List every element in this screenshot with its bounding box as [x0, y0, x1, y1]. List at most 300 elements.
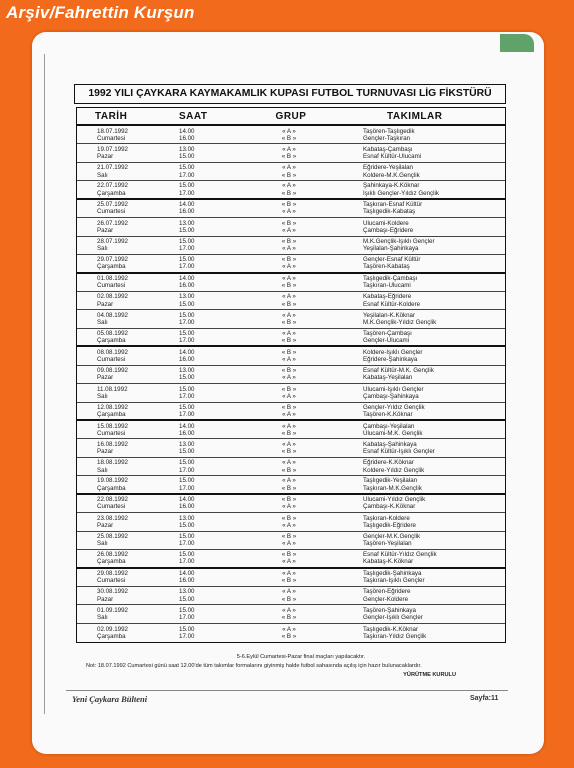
teams-cell-line: Çambaşı-Şahinkaya	[363, 392, 419, 400]
group-cell-line: « A »	[282, 558, 296, 566]
group-cell	[243, 329, 335, 345]
date-cell	[77, 587, 161, 604]
group-cell-line: « A »	[282, 293, 296, 301]
time-cell-line: 15.00	[179, 459, 195, 467]
date-cell	[77, 310, 161, 327]
date-cell-line: Salı	[97, 319, 108, 327]
group-cell-line: « A »	[282, 164, 296, 172]
time-cell-line: 15.00	[179, 300, 195, 308]
group-cell	[243, 366, 335, 383]
date-cell-line: Çarşamba	[97, 633, 126, 641]
time-cell	[161, 624, 243, 642]
date-cell-line: 28.07.1992	[97, 238, 128, 246]
teams-cell	[335, 329, 505, 345]
teams-cell-line: Taşören-Taşlıgedik	[363, 127, 415, 135]
time-cell-line: 16.00	[179, 355, 195, 363]
group-cell-line: « A »	[282, 127, 296, 135]
group-cell-line: « B »	[281, 633, 297, 641]
time-cell-line: 17.00	[179, 614, 195, 622]
teams-cell-line: Gençler-M.K.Gençlik	[363, 533, 421, 541]
time-cell-line: 15.00	[179, 403, 195, 411]
final-note: 5-6.Eylül Cumartesi-Pazar final maçları yapılacaktır.	[236, 654, 366, 660]
teams-cell	[335, 605, 505, 622]
teams-cell-line: Ulucami-Işıklı Gençler	[363, 385, 424, 393]
time-cell	[161, 532, 243, 549]
date-cell-line: Çarşamba	[97, 410, 126, 418]
date-cell	[77, 292, 161, 309]
teams-cell-line: M.K.Gençlik-Işıklı Gençler	[363, 238, 435, 246]
date-cell-line: 19.08.1992	[97, 477, 128, 485]
time-cell-line: 13.00	[179, 145, 195, 153]
teams-cell-line: Yeşilalan-K.Köknar	[363, 311, 416, 319]
time-cell-line: 13.00	[179, 367, 195, 375]
time-cell	[161, 200, 243, 217]
group-cell-line: « A »	[282, 625, 296, 633]
time-cell-line: 13.00	[179, 514, 195, 522]
date-cell	[77, 329, 161, 345]
bulletin-name: Yeni Çaykara Bülteni	[72, 694, 148, 704]
group-cell-line: « B »	[281, 189, 297, 197]
group-cell-line: « A »	[282, 540, 296, 548]
date-cell-line: 01.09.1992	[97, 606, 128, 614]
teams-cell-line: Yeşilalan-Şahinkaya	[363, 245, 419, 253]
date-cell-line: 02.09.1992	[97, 625, 128, 633]
date-cell	[77, 495, 161, 512]
group-cell-line: « B »	[281, 614, 297, 622]
group-cell	[243, 421, 335, 438]
date-cell-line: Salı	[97, 245, 108, 253]
teams-cell-line: Taşkıran-Koldere	[363, 514, 410, 522]
time-cell	[161, 144, 243, 161]
group-cell-line: « A »	[282, 275, 296, 283]
time-cell-line: 14.00	[179, 348, 195, 356]
group-cell-line: « A »	[282, 503, 296, 511]
time-cell-line: 17.00	[179, 263, 195, 271]
date-cell-line: Salı	[97, 171, 108, 179]
date-cell-line: 02.08.1992	[97, 293, 128, 301]
time-cell-line: 14.00	[179, 201, 195, 209]
teams-cell-line: Esnaf Kültür-Ulucami	[363, 153, 422, 161]
table-row	[77, 126, 505, 144]
time-cell	[161, 310, 243, 327]
time-cell-line: 15.00	[179, 153, 195, 161]
teams-cell-line: Kabataş-K.Köknar	[363, 558, 414, 566]
time-cell-line: 17.00	[179, 558, 195, 566]
table-row	[77, 605, 505, 623]
group-cell-line: « B »	[281, 337, 297, 345]
date-cell-line: Salı	[97, 540, 108, 548]
date-cell-line: Cumartesi	[97, 503, 126, 511]
time-cell-line: 17.00	[179, 484, 195, 492]
page-edge-decoration	[500, 34, 534, 52]
time-cell	[161, 513, 243, 530]
date-cell-line: Cumartesi	[97, 282, 126, 290]
group-cell-line: « B »	[281, 577, 297, 585]
date-cell-line: Cumartesi	[97, 577, 126, 585]
time-cell	[161, 421, 243, 438]
date-cell	[77, 476, 161, 492]
group-cell-line: « B »	[281, 403, 297, 411]
time-cell	[161, 329, 243, 345]
teams-cell-line: Gençler-Yıldız Gençlik	[363, 403, 425, 411]
teams-cell-line: Taşlıgedik-Yeşilalan	[363, 477, 418, 485]
time-cell	[161, 403, 243, 419]
teams-cell	[335, 237, 505, 254]
watermark-text: Arşiv/Fahrettin Kurşun	[6, 3, 195, 22]
date-cell	[77, 513, 161, 530]
group-cell-line: « B »	[281, 201, 297, 209]
time-cell-line: 13.00	[179, 588, 195, 596]
date-cell-line: 19.07.1992	[97, 145, 128, 153]
date-cell-line: Çarşamba	[97, 337, 126, 345]
teams-cell	[335, 144, 505, 161]
fixture-table	[76, 107, 506, 643]
date-cell	[77, 569, 161, 586]
group-cell-line: « B »	[281, 514, 297, 522]
group-cell-line: « B »	[281, 429, 297, 437]
teams-cell	[335, 439, 505, 456]
date-cell-line: 23.08.1992	[97, 514, 128, 522]
date-cell-line: Çarşamba	[97, 263, 126, 271]
date-cell-line: Cumartesi	[97, 355, 126, 363]
teams-cell-line: Taşören-Şahinkaya	[363, 606, 416, 614]
date-cell-line: 30.08.1992	[97, 588, 128, 596]
date-cell	[77, 255, 161, 271]
date-cell	[77, 458, 161, 475]
date-cell-line: Pazar	[97, 300, 114, 308]
time-cell-line: 15.00	[179, 551, 195, 559]
header-teams: TAKIMLAR	[387, 110, 443, 122]
teams-cell-line: Taşören-K.Köknar	[363, 410, 413, 418]
teams-cell-line: Taşlıgedik-K.Köknar	[363, 625, 419, 633]
time-cell	[161, 181, 243, 197]
group-cell-line: « A »	[282, 226, 296, 234]
date-cell	[77, 366, 161, 383]
teams-cell	[335, 181, 505, 197]
date-cell	[77, 218, 161, 235]
group-cell	[243, 513, 335, 530]
group-cell-line: « B »	[281, 551, 297, 559]
time-cell	[161, 292, 243, 309]
teams-cell	[335, 274, 505, 291]
date-cell-line: 21.07.1992	[97, 164, 128, 172]
time-cell	[161, 274, 243, 291]
time-cell-line: 17.00	[179, 633, 195, 641]
time-cell-line: 15.00	[179, 385, 195, 393]
time-cell-line: 17.00	[179, 189, 195, 197]
date-cell-line: 22.07.1992	[97, 182, 128, 190]
table-row	[77, 569, 505, 587]
teams-cell-line: Ulucami-Yıldız Gençlik	[363, 496, 426, 504]
teams-cell-line: Gençler-Ulucami	[363, 337, 410, 345]
table-row	[77, 495, 505, 513]
group-cell-line: « A »	[282, 459, 296, 467]
time-cell	[161, 366, 243, 383]
table-row	[77, 439, 505, 457]
group-cell	[243, 476, 335, 492]
date-cell-line: 18.08.1992	[97, 459, 128, 467]
group-cell	[243, 403, 335, 419]
group-cell-line: « B »	[281, 533, 297, 541]
date-cell-line: 09.08.1992	[97, 367, 128, 375]
date-cell	[77, 163, 161, 180]
time-cell-line: 15.00	[179, 311, 195, 319]
date-cell-line: Pazar	[97, 153, 114, 161]
group-cell-line: « B »	[281, 367, 297, 375]
date-cell-line: Pazar	[97, 374, 114, 382]
table-row	[77, 163, 505, 181]
date-cell-line: Pazar	[97, 595, 114, 603]
time-cell	[161, 439, 243, 456]
teams-cell-line: Çambaşı-Eğridere	[363, 226, 414, 234]
time-cell	[161, 550, 243, 566]
teams-cell-line: Gençler-Koldere	[363, 595, 409, 603]
header-time: SAAT	[179, 110, 208, 122]
date-cell	[77, 237, 161, 254]
table-row	[77, 384, 505, 402]
table-row	[77, 181, 505, 199]
teams-cell-line: Taşören-Çambaşı	[363, 329, 412, 337]
table-body	[77, 126, 505, 642]
time-cell-line: 14.00	[179, 422, 195, 430]
table-row	[77, 200, 505, 218]
time-cell-line: 13.00	[179, 440, 195, 448]
group-cell-line: « A »	[282, 588, 296, 596]
date-cell-line: Salı	[97, 392, 108, 400]
date-cell-line: 11.08.1992	[97, 385, 128, 393]
time-cell-line: 15.00	[179, 238, 195, 246]
teams-cell-line: Eğridere-K.Köknar	[363, 459, 414, 467]
binding-line	[44, 54, 45, 714]
table-row	[77, 532, 505, 550]
teams-cell-line: Kabataş-Çambaşı	[363, 145, 413, 153]
time-cell-line: 17.00	[179, 171, 195, 179]
teams-cell	[335, 550, 505, 566]
date-cell-line: 16.08.1992	[97, 440, 128, 448]
date-cell-line: Cumartesi	[97, 134, 126, 142]
committee-signature: YÜRÜTME KURULU	[403, 672, 456, 678]
teams-cell-line: Koldere-M.K.Gençlik	[363, 171, 420, 179]
teams-cell	[335, 403, 505, 419]
table-row	[77, 476, 505, 494]
table-row	[77, 310, 505, 328]
group-cell-line: « B »	[281, 484, 297, 492]
time-cell-line: 17.00	[179, 540, 195, 548]
date-cell	[77, 384, 161, 401]
teams-cell-line: Taşkıran-Yıldız Gençlik	[363, 633, 427, 641]
teams-cell-line: Gençler-Işıklı Gençler	[363, 614, 423, 622]
date-cell-line: Cumartesi	[97, 208, 126, 216]
time-cell-line: 13.00	[179, 293, 195, 301]
date-cell	[77, 403, 161, 419]
date-cell-line: 29.08.1992	[97, 570, 128, 578]
date-cell	[77, 144, 161, 161]
date-cell-line: Pazar	[97, 521, 114, 529]
date-cell-line: 18.07.1992	[97, 127, 128, 135]
teams-cell	[335, 458, 505, 475]
teams-cell-line: M.K.Gençlik-Yıldız Gençlik	[363, 319, 437, 327]
time-cell-line: 16.00	[179, 282, 195, 290]
table-row	[77, 366, 505, 384]
date-cell-line: Salı	[97, 614, 108, 622]
group-cell	[243, 163, 335, 180]
table-row	[77, 329, 505, 347]
group-cell	[243, 292, 335, 309]
date-cell	[77, 200, 161, 217]
time-cell-line: 15.00	[179, 329, 195, 337]
teams-cell	[335, 163, 505, 180]
group-cell	[243, 569, 335, 586]
table-row	[77, 513, 505, 531]
time-cell-line: 14.00	[179, 496, 195, 504]
teams-cell-line: Taşlıgedik-Şahinkaya	[363, 570, 422, 578]
teams-cell-line: Taşören-Eğridere	[363, 588, 411, 596]
group-cell-line: « B »	[281, 282, 297, 290]
date-cell	[77, 347, 161, 364]
date-cell-line: 25.08.1992	[97, 533, 128, 541]
group-cell-line: « B »	[281, 348, 297, 356]
group-cell	[243, 126, 335, 143]
footer-divider	[66, 690, 508, 691]
teams-cell-line: Kabataş-Eğridere	[363, 293, 412, 301]
teams-cell-line: Taşören-Yeşilalan	[363, 540, 412, 548]
table-row	[77, 403, 505, 421]
time-cell	[161, 126, 243, 143]
group-cell	[243, 310, 335, 327]
teams-cell	[335, 292, 505, 309]
group-cell-line: « A »	[282, 606, 296, 614]
group-cell-line: « A »	[282, 410, 296, 418]
group-cell	[243, 439, 335, 456]
date-cell-line: Cumartesi	[97, 429, 126, 437]
teams-cell-line: Taşlıgedik-Çambaşı	[363, 275, 418, 283]
group-cell-line: « B »	[281, 496, 297, 504]
teams-cell-line: Koldere-Yıldız Gençlik	[363, 466, 425, 474]
time-cell-line: 16.00	[179, 577, 195, 585]
group-cell	[243, 587, 335, 604]
time-cell-line: 15.00	[179, 477, 195, 485]
time-cell-line: 15.00	[179, 182, 195, 190]
group-cell-line: « B »	[281, 466, 297, 474]
page-number: Sayfa:11	[470, 695, 499, 702]
teams-cell-line: Taşören-Kabataş	[363, 263, 410, 271]
date-cell-line: 26.07.1992	[97, 219, 128, 227]
group-cell-line: « A »	[282, 355, 296, 363]
time-cell	[161, 384, 243, 401]
date-cell-line: 22.08.1992	[97, 496, 128, 504]
date-cell-line: 05.08.1992	[97, 329, 128, 337]
group-cell	[243, 181, 335, 197]
date-cell-line: Pazar	[97, 226, 114, 234]
teams-cell-line: Esnaf Kültür-Yıldız Gençlik	[363, 551, 437, 559]
date-cell	[77, 421, 161, 438]
teams-cell	[335, 347, 505, 364]
date-cell-line: 15.08.1992	[97, 422, 128, 430]
time-cell-line: 15.00	[179, 595, 195, 603]
date-cell	[77, 439, 161, 456]
time-cell	[161, 569, 243, 586]
group-cell	[243, 458, 335, 475]
time-cell	[161, 476, 243, 492]
table-row	[77, 255, 505, 273]
group-cell	[243, 605, 335, 622]
time-cell	[161, 605, 243, 622]
group-cell-line: « A »	[282, 392, 296, 400]
time-cell-line: 14.00	[179, 275, 195, 283]
teams-cell-line: Kabataş-Yeşilalan	[363, 374, 413, 382]
teams-cell-line: Çambaşı-K.Köknar	[363, 503, 416, 511]
teams-cell	[335, 587, 505, 604]
teams-cell-line: Taşlıgedik-Kabataş	[363, 208, 416, 216]
date-cell	[77, 624, 161, 642]
teams-cell-line: Eğridere-Şahinkaya	[363, 355, 418, 363]
group-cell	[243, 532, 335, 549]
teams-cell-line: Taşkıran-Ulucami	[363, 282, 411, 290]
teams-cell-line: Esnaf Kültür-M.K. Gençlik	[363, 367, 434, 375]
group-cell	[243, 550, 335, 566]
group-cell-line: « A »	[282, 208, 296, 216]
group-cell	[243, 274, 335, 291]
teams-cell-line: Esnaf Kültür-Koldere	[363, 300, 421, 308]
group-cell-line: « A »	[282, 182, 296, 190]
group-cell-line: « B »	[281, 134, 297, 142]
table-row	[77, 624, 505, 642]
group-cell	[243, 237, 335, 254]
header-group: GRUP	[275, 110, 307, 122]
teams-cell	[335, 421, 505, 438]
teams-cell-line: Çambaşı-Yeşilalan	[363, 422, 415, 430]
teams-cell-line: Işıklı Gençler-Yıldız Gençlik	[363, 189, 439, 197]
group-cell-line: « A »	[282, 570, 296, 578]
time-cell-line: 15.00	[179, 256, 195, 264]
table-row	[77, 144, 505, 162]
teams-cell-line: Taşkıran-Esnaf Kültür	[363, 201, 423, 209]
teams-cell	[335, 513, 505, 530]
time-cell-line: 15.00	[179, 448, 195, 456]
group-cell-line: « A »	[282, 311, 296, 319]
group-cell-line: « B »	[281, 171, 297, 179]
group-cell-line: « A »	[282, 145, 296, 153]
time-cell-line: 16.00	[179, 134, 195, 142]
group-cell	[243, 495, 335, 512]
time-cell	[161, 347, 243, 364]
teams-cell	[335, 624, 505, 642]
time-cell-line: 17.00	[179, 245, 195, 253]
teams-cell	[335, 310, 505, 327]
time-cell	[161, 218, 243, 235]
teams-cell	[335, 255, 505, 271]
teams-cell-line: Gençler-Esnaf Kültür	[363, 256, 421, 264]
teams-cell	[335, 532, 505, 549]
group-cell-line: « B »	[281, 256, 297, 264]
group-cell-line: « A »	[282, 329, 296, 337]
table-row	[77, 550, 505, 568]
time-cell-line: 15.00	[179, 521, 195, 529]
table-row	[77, 218, 505, 236]
group-cell	[243, 255, 335, 271]
time-cell-line: 17.00	[179, 410, 195, 418]
teams-cell-line: Ulucami-M.K. Gençlik	[363, 429, 423, 437]
teams-cell-line: Esnaf Kültür-Işıklı Gençler	[363, 448, 435, 456]
time-cell	[161, 163, 243, 180]
teams-cell	[335, 218, 505, 235]
time-cell-line: 17.00	[179, 319, 195, 327]
time-cell	[161, 255, 243, 271]
date-cell-line: Pazar	[97, 448, 114, 456]
group-cell-line: « B »	[281, 219, 297, 227]
table-row	[77, 458, 505, 476]
time-cell	[161, 237, 243, 254]
